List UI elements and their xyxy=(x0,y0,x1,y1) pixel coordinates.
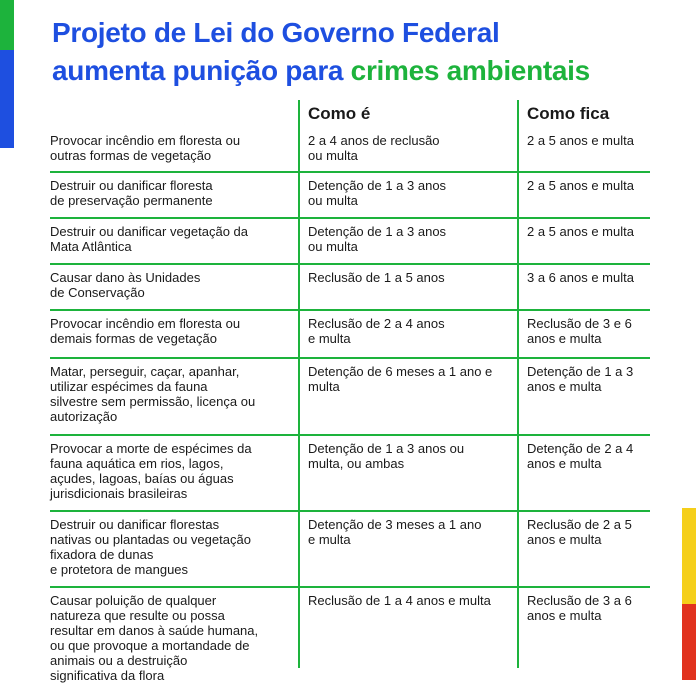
new-penalty-cell: 3 a 6 anos e multa xyxy=(527,270,634,285)
right-red-bar xyxy=(682,604,696,680)
table-row xyxy=(50,309,650,357)
left-green-bar xyxy=(0,0,14,50)
new-penalty-cell: Reclusão de 2 a 5 anos e multa xyxy=(527,517,632,547)
new-penalty-cell: Detenção de 2 a 4 anos e multa xyxy=(527,441,634,471)
table-row xyxy=(50,357,650,434)
crime-cell: Destruir ou danificar floresta de preservação permanente xyxy=(50,178,213,208)
new-penalty-cell: Reclusão de 3 a 6 anos e multa xyxy=(527,593,632,623)
crime-cell: Destruir ou danificar florestas nativas ou plantadas ou vegetação fixadora de dunas e protetora de mangues xyxy=(50,517,251,577)
crime-cell: Provocar a morte de espécimes da fauna aquática em rios, lagos, açudes, lagoas, baías ou águas jurisdicionais brasileiras xyxy=(50,441,252,501)
table-row xyxy=(50,128,650,171)
current-penalty-cell: Detenção de 1 a 3 anos ou multa, ou ambas xyxy=(308,441,465,471)
current-penalty-cell: Detenção de 6 meses a 1 ano e multa xyxy=(308,364,493,394)
table-row xyxy=(50,217,650,263)
current-penalty-cell: Reclusão de 1 a 4 anos e multa xyxy=(308,593,491,608)
current-penalty-cell: Detenção de 3 meses a 1 ano e multa xyxy=(308,517,482,547)
crime-cell: Destruir ou danificar vegetação da Mata Atlântica xyxy=(50,224,249,254)
header-como-fica: Como fica xyxy=(527,104,610,123)
current-penalty-cell: 2 a 4 anos de reclusão ou multa xyxy=(308,133,440,163)
current-penalty-cell: Detenção de 1 a 3 anos ou multa xyxy=(308,178,447,208)
crime-cell: Matar, perseguir, caçar, apanhar, utilizar espécimes da fauna silvestre sem permissão, licença ou autorização xyxy=(50,364,256,424)
title-line-1: Projeto de Lei do Governo Federal xyxy=(52,17,500,48)
page-title xyxy=(52,14,590,90)
new-penalty-cell: 2 a 5 anos e multa xyxy=(527,178,634,193)
current-penalty-cell: Reclusão de 1 a 5 anos xyxy=(308,270,445,285)
table-row xyxy=(50,434,650,510)
crime-cell: Provocar incêndio em floresta ou outras formas de vegetação xyxy=(50,133,241,163)
new-penalty-cell: Reclusão de 3 e 6 anos e multa xyxy=(527,316,632,346)
table-row xyxy=(50,510,650,586)
left-blue-bar xyxy=(0,50,14,148)
table-row xyxy=(50,586,650,682)
title-line-2-highlight: crimes ambientais xyxy=(350,55,590,86)
crime-cell: Causar dano às Unidades de Conservação xyxy=(50,270,201,300)
table-row xyxy=(50,171,650,217)
penalties-table xyxy=(50,100,650,682)
new-penalty-cell: 2 a 5 anos e multa xyxy=(527,133,634,148)
table-row xyxy=(50,263,650,309)
current-penalty-cell: Reclusão de 2 a 4 anos e multa xyxy=(308,316,445,346)
header-como-e: Como é xyxy=(308,104,371,123)
right-yellow-bar xyxy=(682,508,696,604)
new-penalty-cell: Detenção de 1 a 3 anos e multa xyxy=(527,364,634,394)
crime-cell: Causar poluição de qualquer natureza que resulte ou possa resultar em danos à saúde humana, ou que provoque a mortandade de animais ou a destruição significativa da flora xyxy=(50,593,259,683)
table-header xyxy=(50,100,650,128)
title-line-2-prefix: aumenta punição para xyxy=(52,55,351,86)
current-penalty-cell: Detenção de 1 a 3 anos ou multa xyxy=(308,224,447,254)
new-penalty-cell: 2 a 5 anos e multa xyxy=(527,224,634,239)
crime-cell: Provocar incêndio em floresta ou demais formas de vegetação xyxy=(50,316,241,346)
